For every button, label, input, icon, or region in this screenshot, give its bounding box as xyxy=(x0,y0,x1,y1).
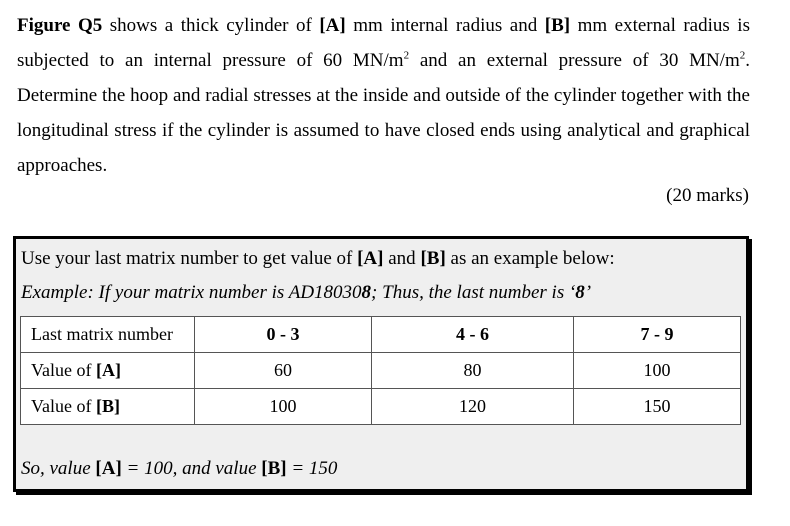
variable-a: [A] xyxy=(95,360,121,380)
question-text xyxy=(17,8,750,183)
instruction-segment: and xyxy=(383,248,421,269)
table-row-label xyxy=(21,353,195,389)
variable-a: [A] xyxy=(357,248,384,269)
superscript: 2 xyxy=(739,49,746,62)
example-segment: ; Thus, the last number is ‘ xyxy=(371,282,576,303)
question-segment: and an external pressure of 30 MN/m xyxy=(409,50,740,71)
question-segment: shows a thick cylinder of xyxy=(102,15,320,36)
table-cell: 100 xyxy=(574,353,741,389)
instruction-segment: as an example below: xyxy=(445,248,615,269)
question-paragraph xyxy=(17,8,750,183)
variable-a: [A] xyxy=(95,458,122,479)
instruction-segment: Use your last matrix number to get value of xyxy=(21,248,358,269)
conclusion-segment: = 150 xyxy=(286,458,338,479)
conclusion-segment: = 100, and value xyxy=(121,458,262,479)
matrix-value-table xyxy=(20,316,741,425)
example-line xyxy=(21,281,591,305)
table-header-cell: Last matrix number xyxy=(21,317,195,353)
example-segment: Example: If your matrix number is AD18030 xyxy=(21,282,362,303)
instruction-line xyxy=(21,247,615,271)
example-box xyxy=(13,236,749,492)
variable-b: [B] xyxy=(95,396,120,416)
table-cell: 60 xyxy=(195,353,372,389)
table-row xyxy=(21,389,741,425)
variable-b: [B] xyxy=(261,458,287,479)
table-row xyxy=(21,353,741,389)
table-header-cell: 4 - 6 xyxy=(372,317,574,353)
variable-b: [B] xyxy=(544,15,571,36)
table-cell: 100 xyxy=(195,389,372,425)
variable-b: [B] xyxy=(420,248,446,269)
example-segment: ’ xyxy=(584,282,592,303)
table-header-cell: 0 - 3 xyxy=(195,317,372,353)
conclusion-segment: So, value xyxy=(21,458,96,479)
variable-a: [A] xyxy=(319,15,346,36)
table-row-label xyxy=(21,389,195,425)
example-digit: 8 xyxy=(361,282,372,303)
label-segment: Value of xyxy=(31,360,96,380)
superscript: 2 xyxy=(403,49,410,62)
label-segment: Value of xyxy=(31,396,96,416)
table-cell: 120 xyxy=(372,389,574,425)
question-segment: . Determine the hoop and radial stresses at the inside and outside of the cylinder together with the longitudinal stress if the cylinder is assumed to have closed ends using analytical and graphical approaches. xyxy=(17,50,750,176)
question-segment: mm external radius is subjected to an internal pressure of 60 MN/m xyxy=(17,15,750,71)
table-cell: 150 xyxy=(574,389,741,425)
table-header-row xyxy=(21,317,741,353)
table-header-cell: 7 - 9 xyxy=(574,317,741,353)
question-segment: mm internal radius and xyxy=(345,15,545,36)
figure-reference: Figure Q5 xyxy=(17,15,103,36)
conclusion-line xyxy=(21,457,337,481)
table-cell: 80 xyxy=(372,353,574,389)
example-digit: 8 xyxy=(575,282,585,303)
marks-label: (20 marks) xyxy=(666,185,749,206)
